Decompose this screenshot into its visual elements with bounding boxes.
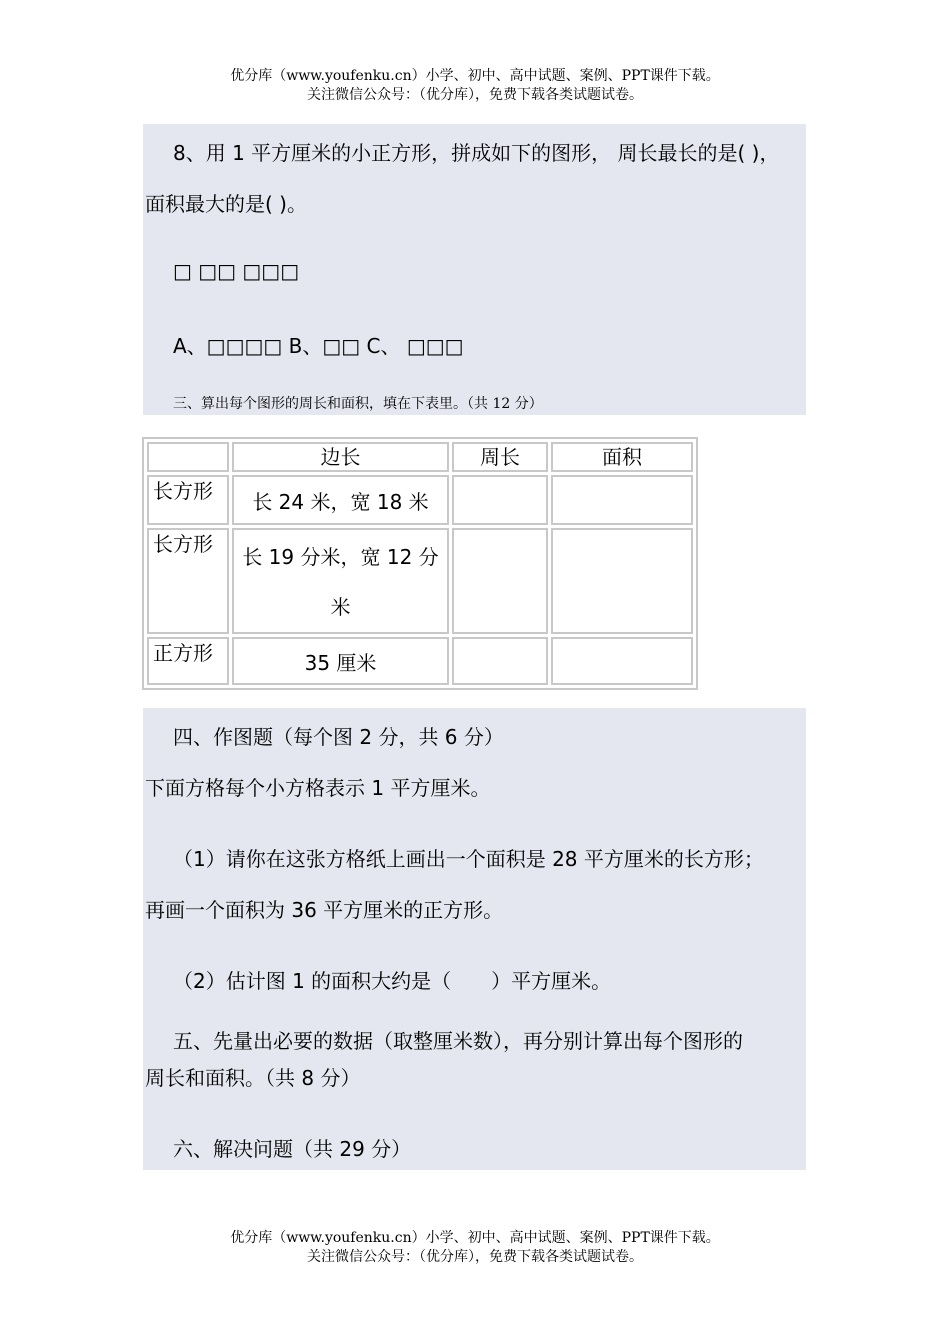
table-header-cell: 面积 (551, 442, 693, 472)
area-answer-cell[interactable] (551, 475, 693, 525)
table-header-row (147, 442, 693, 472)
perimeter-area-table (142, 437, 698, 690)
page-header-line2: 关注微信公众号：（优分库），免费下载各类试题试卷。 (307, 87, 643, 103)
section4-q2: （2）估计图 1 的面积大约是（ ）平方厘米。 (173, 969, 612, 993)
page-footer-line1: 优分库（www.youfenku.cn）小学、初中、高中试题、案例、PPT课件下载。 (230, 1230, 720, 1246)
section5-line2: 周长和面积。（共 8 分） (145, 1066, 361, 1090)
section3-title: 三、算出每个图形的周长和面积，填在下表里。（共 12 分） (173, 396, 543, 412)
section4-intro: 下面方格每个小方格表示 1 平方厘米。 (145, 776, 491, 800)
table-row (147, 475, 693, 525)
shape-name-cell: 长方形 (147, 528, 229, 634)
table-header-cell: 边长 (232, 442, 449, 472)
side-length-cell: 长 24 米，宽 18 米 (232, 475, 449, 525)
table-row (147, 528, 693, 634)
q8-line1: 8、用 1 平方厘米的小正方形，拼成如下的图形， 周长最长的是( )， (173, 141, 780, 165)
section4-title: 四、作图题（每个图 2 分，共 6 分） (173, 725, 504, 749)
q8-line2: 面积最大的是( )。 (145, 192, 307, 216)
section4-q1-line1: （1）请你在这张方格纸上画出一个面积是 28 平方厘米的长方形； (173, 847, 764, 871)
shape-name-cell: 正方形 (147, 637, 229, 685)
table-row (147, 637, 693, 685)
side-length-cell: 长 19 分米，宽 12 分米 (232, 528, 449, 634)
perimeter-answer-cell[interactable] (452, 528, 548, 634)
perimeter-answer-cell[interactable] (452, 475, 548, 525)
area-answer-cell[interactable] (551, 528, 693, 634)
table-header-cell (147, 442, 229, 472)
shape-name-cell: 长方形 (147, 475, 229, 525)
side-length-cell: 35 厘米 (232, 637, 449, 685)
q8-options: A、□□□□ B、□□ C、 □□□ (173, 334, 464, 358)
section6-title: 六、解决问题（共 29 分） (173, 1137, 412, 1161)
table-header-cell: 周长 (452, 442, 548, 472)
area-answer-cell[interactable] (551, 637, 693, 685)
perimeter-answer-cell[interactable] (452, 637, 548, 685)
page-footer-line2: 关注微信公众号：（优分库），免费下载各类试题试卷。 (307, 1249, 643, 1265)
section5-line1: 五、先量出必要的数据（取整厘米数），再分别计算出每个图形的 (173, 1029, 743, 1053)
q8-shapes: □ □□ □□□ (173, 259, 300, 283)
section4-q1-line2: 再画一个面积为 36 平方厘米的正方形。 (145, 898, 504, 922)
page-header-line1: 优分库（www.youfenku.cn）小学、初中、高中试题、案例、PPT课件下载。 (230, 68, 720, 84)
